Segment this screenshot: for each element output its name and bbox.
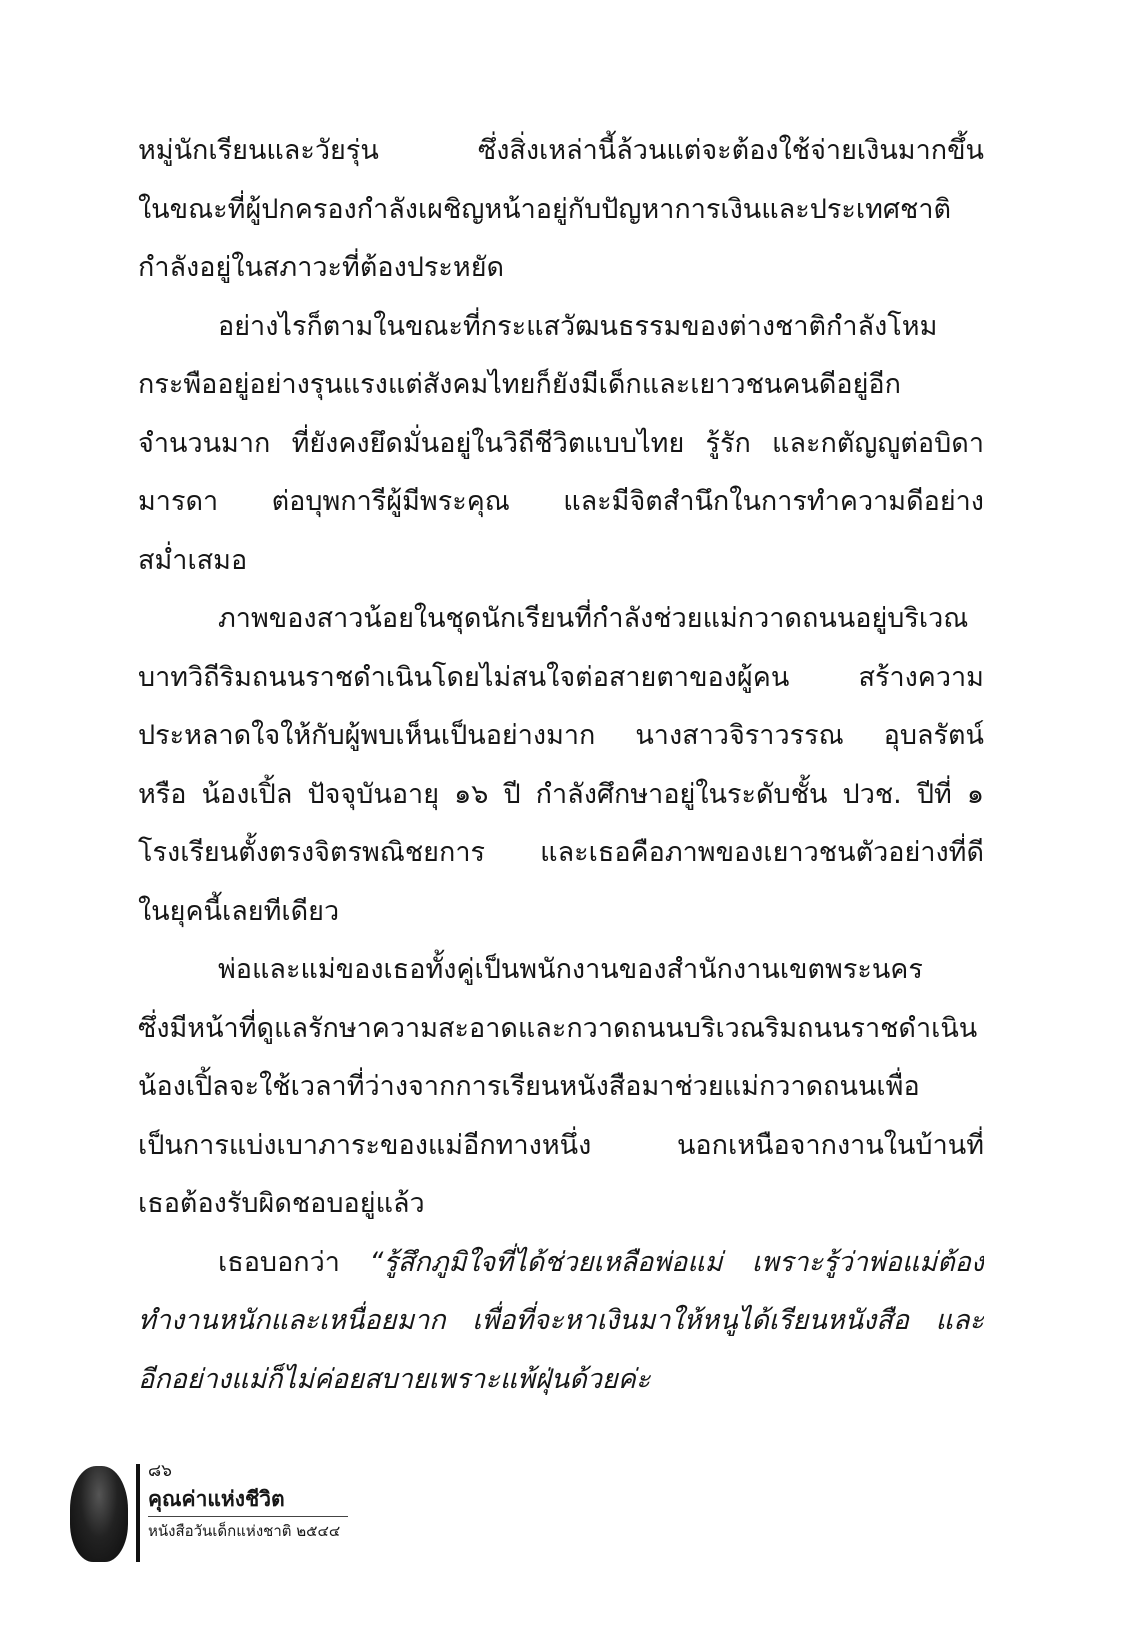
quote-intro: เธอบอกว่า [218, 1246, 370, 1278]
quote-text: “รู้สึกภูมิใจที่ได้ช่วยเหลือพ่อแม่ เพราะรู้ว่าพ่อแม่ต้อง [369, 1246, 984, 1278]
paragraph-start-line: อย่างไรก็ตามในขณะที่กระแสวัฒนธรรมของต่างชาติกำลังโหม [218, 310, 938, 342]
text-line: กำลังอยู่ในสภาวะที่ต้องประหยัด [138, 252, 505, 283]
book-title: คุณค่าแห่งชีวิต [148, 1487, 285, 1511]
text-line: ซึ่งมีหน้าที่ดูแลรักษาความสะอาดและกวาดถนนบริเวณริมถนนราชดำเนิน [138, 1012, 978, 1044]
book-subtitle: หนังสือวันเด็กแห่งชาติ ๒๕๔๔ [148, 1522, 341, 1540]
paragraph-start-line: ภาพของสาวน้อยในชุดนักเรียนที่กำลังช่วยแม่กวาดถนนอยู่บริเวณ [218, 603, 969, 634]
footer-divider [136, 1464, 140, 1562]
text-line: หมู่นักเรียนและวัยรุ่น ซึ่งสิ่งเหล่านี้ล้วนแต่จะต้องใช้จ่ายเงินมากขึ้น [138, 135, 984, 166]
paragraph-start-line: พ่อและแม่ของเธอทั้งคู่เป็นพนักงานของสำนักงานเขตพระนคร [218, 954, 923, 985]
text-line: ในยุคนี้เลยทีเดียว [138, 895, 340, 927]
page-footer [70, 1460, 470, 1570]
portrait-photo [70, 1466, 128, 1562]
text-line: น้องเปิ้ลจะใช้เวลาที่ว่างจากการเรียนหนังสือมาช่วยแม่กวาดถนนเพื่อ [138, 1071, 920, 1102]
text-line: จำนวนมาก ที่ยังคงยึดมั่นอยู่ในวิถีชีวิตแบบไทย รู้รัก และกตัญญูต่อบิดา [138, 427, 984, 459]
text-line: เป็นการแบ่งเบาภาระของแม่อีกทางหนึ่ง นอกเหนือจากงานในบ้านที่ [138, 1129, 984, 1161]
text-line: มารดา ต่อบุพการีผู้มีพระคุณ และมีจิตสำนึกในการทำความดีอย่าง [138, 486, 984, 517]
text-line: โรงเรียนตั้งตรงจิตรพณิชยการ และเธอคือภาพของเยาวชนตัวอย่างที่ดี [138, 837, 984, 868]
quote-line: อีกอย่างแม่ก็ไม่ค่อยสบายเพราะแพ้ฝุ่นด้วยค่ะ [138, 1363, 651, 1395]
quote-line: ทำงานหนักและเหนื่อยมาก เพื่อที่จะหาเงินมาให้หนูได้เรียนหนังสือ และ [138, 1305, 984, 1336]
text-line: เธอต้องรับผิดชอบอยู่แล้ว [138, 1188, 425, 1219]
text-line: หรือ น้องเปิ้ล ปัจจุบันอายุ ๑๖ ปี กำลังศึกษาอยู่ในระดับชั้น ปวช. ปีที่ ๑ [138, 778, 984, 810]
text-line: บาทวิถีริมถนนราชดำเนินโดยไม่สนใจต่อสายตาของผู้คน สร้างความ [138, 661, 984, 693]
page-number: ๘๖ [148, 1461, 172, 1481]
text-line: กระพืออยู่อย่างรุนแรงแต่สังคมไทยก็ยังมีเด็กและเยาวชนคนดีอยู่อีก [138, 369, 902, 400]
text-line: ประหลาดใจให้กับผู้พบเห็นเป็นอย่างมาก นางสาวจิราวรรณ อุบลรัตน์ [138, 720, 984, 751]
quote-start-line [138, 1234, 984, 1293]
text-line: สม่ำเสมอ [138, 544, 248, 576]
body-text [138, 122, 984, 1409]
text-line: ในขณะที่ผู้ปกครองกำลังเผชิญหน้าอยู่กับปัญหาการเงินและประเทศชาติ [138, 193, 952, 225]
title-underline [148, 1516, 348, 1517]
